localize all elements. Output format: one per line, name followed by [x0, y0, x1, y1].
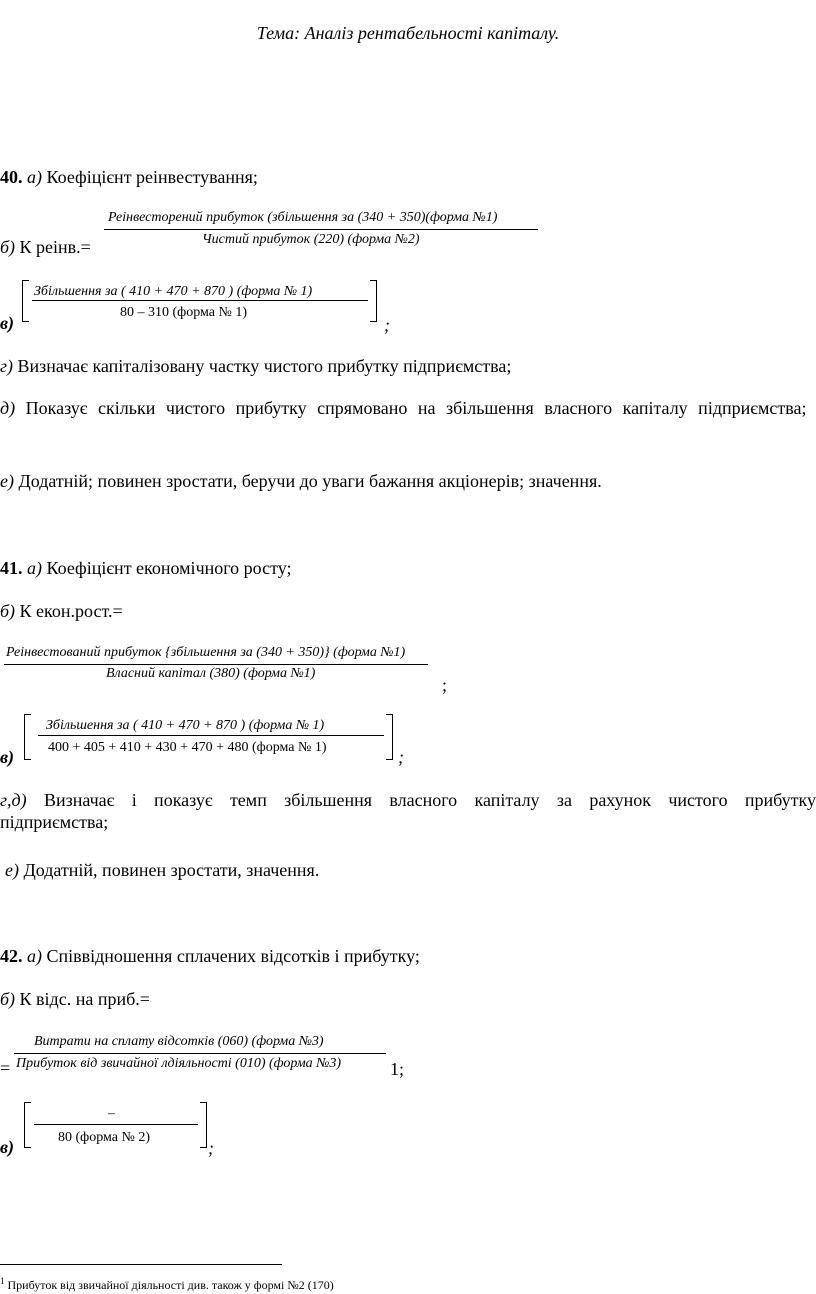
q40-g-line: [0, 355, 511, 377]
q40-v-fraction-bar: [32, 300, 368, 301]
q40-v-marker: в): [0, 313, 15, 333]
q42-v-numerator: –: [108, 1106, 115, 1121]
q42-v-marker: в): [0, 1137, 15, 1157]
q42-title: [0, 945, 420, 967]
q40-v-right-bracket: [370, 280, 377, 322]
q40-b-line: [0, 236, 91, 258]
q41-a-text: Коефіцієнт економічного росту;: [46, 558, 292, 578]
q42-b-numerator: Витрати на сплату відсотків (060) (форма №3): [34, 1034, 324, 1049]
q40-d-marker: д): [0, 398, 16, 418]
q41-e-line: [5, 859, 319, 881]
q41-gd-text: Визначає і показує темп збільшення власного капіталу за рахунок чистого прибутку підприємства;: [0, 790, 816, 832]
q41-a-marker: а): [27, 558, 42, 578]
footnote-text: Прибуток від звичайної діяльності див. також у формі №2 (170): [7, 1278, 334, 1292]
q41-e-text: Додатній, повинен зростати, значення.: [23, 860, 320, 880]
footnote: [0, 1274, 334, 1292]
q41-b-denominator: Власний капітал (380) (форма №1): [106, 666, 316, 681]
q42-v-fraction-bar: [34, 1124, 198, 1125]
q40-a-marker: а): [27, 167, 42, 187]
q40-d-paragraph: [0, 397, 816, 419]
q40-b-text: К реінв.=: [19, 237, 91, 257]
q41-e-marker: е): [5, 860, 19, 880]
q42-b-line: [0, 988, 150, 1010]
q42-b-end: ;: [399, 1059, 405, 1079]
q42-number: 42.: [0, 946, 23, 966]
q42-b-text: К відс. на приб.=: [19, 989, 150, 1009]
q41-v-fraction-bar: [38, 735, 384, 736]
footnote-mark: 1: [0, 1276, 5, 1286]
q40-b-den-label: Чистий прибуток: [202, 232, 311, 247]
q42-v-den: 80 (форма № 2): [58, 1130, 151, 1145]
q40-number: 40.: [0, 167, 23, 187]
q40-title: [0, 166, 258, 188]
q40-g-marker: г): [0, 356, 14, 376]
q40-b-denominator: [202, 232, 420, 248]
footnote-separator: [0, 1264, 282, 1265]
q40-v-end: ;: [384, 315, 390, 335]
q40-b-marker: б): [0, 237, 16, 257]
q41-v-left-bracket: [24, 714, 31, 760]
q41-v-denominator: 400 + 405 + 410 + 430 + 470 + 480 (форма № 1): [48, 740, 327, 755]
q40-e-line: [0, 470, 602, 492]
q42-a-text: Співвідношення сплачених відсотків і прибутку;: [46, 946, 420, 966]
q40-a-text: Коефіцієнт реінвестування;: [46, 167, 258, 187]
q40-d-text: Показує скільки чистого прибутку спрямовано на збільшення власного капіталу підприємства;: [25, 398, 807, 418]
q42-b-tail: [390, 1058, 404, 1080]
q41-v-marker: в): [0, 747, 15, 767]
q40-b-num-rest: (збільшення за (340 + 350)(форма №1): [267, 210, 498, 225]
q40-v-left-bracket: [22, 280, 29, 322]
q41-b-end: ;: [442, 675, 448, 695]
q40-e-marker: е): [0, 471, 14, 491]
q41-v-end: ;: [398, 747, 404, 767]
q40-g-text: Визначає капіталізовану частку чистого прибутку підприємства;: [17, 356, 512, 376]
q42-b-marker: б): [0, 989, 16, 1009]
q40-v-denominator: 80 – 310 (форма № 1): [120, 305, 248, 320]
page-title: Тема: Аналіз рентабельності капіталу.: [256, 23, 560, 43]
q40-b-numerator: [108, 210, 497, 226]
q40-v-numerator: Збільшення за ( 410 + 470 + 870 ) (форма № 1): [34, 284, 313, 299]
q40-e-text: Додатній; повинен зростати, беручи до уваги бажання акціонерів; значення.: [18, 471, 602, 491]
q42-v-right-bracket: [200, 1102, 207, 1148]
q40-b-fraction-bar: [104, 229, 538, 230]
q42-v-end: ;: [208, 1138, 214, 1158]
q41-b-fraction-bar: [4, 664, 428, 665]
q42-v-denominator: [58, 1130, 150, 1146]
q41-v-right-bracket: [386, 714, 393, 760]
q42-b-footnote-ref: 1: [390, 1059, 399, 1079]
q41-b-text: К екон.рост.=: [19, 601, 123, 621]
q41-gd-marker: г,д): [0, 790, 27, 810]
q42-b-equals: =: [0, 1058, 11, 1078]
q42-b-fraction-bar: [14, 1053, 386, 1054]
q41-number: 41.: [0, 558, 23, 578]
q41-b-line: [0, 600, 123, 622]
q40-b-den-rest: (220) (форма №2): [313, 232, 420, 247]
q41-b-numerator: Реінвестований прибуток {збільшення за (340 + 350)} (форма №1): [6, 645, 406, 660]
q42-b-denominator: Прибуток від звичайної лдіяльності (010) (форма №3): [16, 1056, 342, 1071]
q41-b-marker: б): [0, 601, 16, 621]
q41-gd-paragraph: [0, 789, 816, 833]
q42-v-left-bracket: [24, 1102, 31, 1148]
q41-v-numerator: Збільшення за ( 410 + 470 + 870 ) (форма № 1): [46, 718, 325, 733]
q42-a-marker: а): [27, 946, 42, 966]
q40-b-num-label: Реінвесторений прибуток: [108, 210, 264, 225]
q41-title: [0, 557, 292, 579]
